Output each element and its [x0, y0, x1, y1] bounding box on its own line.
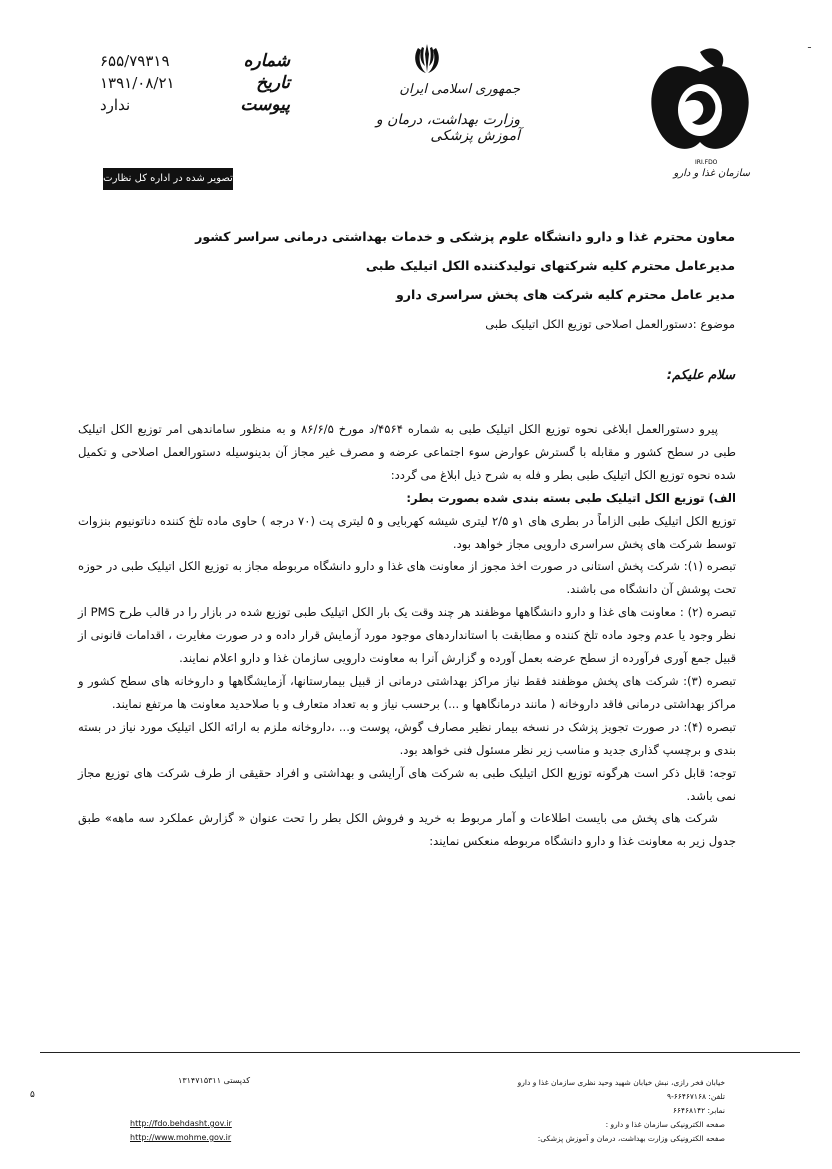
body-paragraph: شرکت های پخش می بایست اطلاعات و آمار مربوط به خرید و فروش الکل بطر را تحت عنوان « گزارش عملکرد سه ماهه» طبق جدول زیر به معاونت غذا و دارو دانشگاه مربوطه منعکس نمایند:	[78, 811, 736, 849]
footer-contact	[455, 1076, 725, 1146]
footer-links	[130, 1117, 260, 1145]
note-paragraph: تبصره (۴): در صورت تجویز پزشک در نسخه بیمار نظیر مصارف گوش، پوست و... ،داروخانه ملزم به ارائه الکل اتیلیک مورد نیاز در بسته بندی و برچسپ گذاری جدید و مناسب زیر نظر مسئول فنی خواهد بود.	[78, 719, 736, 757]
body-paragraph: پیرو دستورالعمل ابلاغی نحوه توزیع الکل اتیلیک طبی به شماره ۴۵۶۴/د مورخ ۸۶/۶/۵ و به منظور ساماندهی امر توزیع الکل اتیلیک طبی در سطح کشور و مقابله با گسترش عوارض سوء اجتماعی عرضه و مصرف غیر مجاز آن بدینوسیله دستورالعمل اصلاحی و تکمیل شده نحوه توزیع الکل اتیلیک طبی بطر و فله به شرح ذیل ابلاغ می گردد:	[78, 422, 736, 482]
note-paragraph: تبصره (۱): شرکت پخش استانی در صورت اخذ مجوز از معاونت های غذا و دارو دانشگاه مربوطه مجاز به توزیع الکل اتیلیک طبی در حوزه تحت پوشش آن دانشگاه می باشند.	[78, 559, 736, 597]
footer-site-fdo: صفحه الکترونیکی سازمان غذا و دارو :	[605, 1120, 725, 1129]
scan-stamp: تصویر شده در اداره کل نظارت	[103, 168, 233, 190]
note-paragraph: تبصره (۳): شرکت های پخش موظفند فقط نیاز مراکز بهداشتی درمانی از قبیل بیمارستانها، آزمایشگاهها و داروخانه های سطح کشور و مراکز بهداشتی درمانی فاقد داروخانه ( مانند درمانگاهها و ...) برحسب نیاز و به تعداد متعارف و با صلاحدید معاونت ها مرتفع نمایند.	[78, 673, 736, 711]
edge-mark: ـ	[808, 40, 811, 51]
letter-number-label: شماره	[243, 51, 290, 71]
mohme-link[interactable]: http://www.mohme.gov.ir	[130, 1133, 232, 1142]
footer-fax: نمابر: ۶۶۴۶۸۱۴۲	[672, 1106, 725, 1115]
fdo-logo	[640, 42, 760, 192]
recipient-line: مدیرعامل محترم کلیه شرکتهای تولیدکننده الکل اتیلیک طبی	[365, 258, 735, 273]
emblem-line-1: جمهوری اسلامی ایران	[399, 82, 520, 97]
ministry-emblem	[330, 42, 520, 152]
attention-paragraph: توجه: قابل ذکر است هرگونه توزیع الکل اتیلیک طبی به شرکت های آرایشی و بهداشتی و افراد حقیقی از طرف شرکت های توزیع مجاز نمی باشد.	[78, 765, 736, 803]
letter-meta	[100, 50, 290, 116]
letter-attachment: ندارد	[100, 96, 131, 114]
recipient-line: معاون محترم غذا و دارو دانشگاه علوم پزشکی و خدمات بهداشتی درمانی سراسر کشور	[195, 229, 735, 244]
body-paragraph: توزیع الکل اتیلیک طبی الزاماً در بطری های ۱و ۲/۵ لیتری شیشه کهربایی و ۵ لیتری پت (۷۰ درجه ) حاوی ماده تلخ کننده دناتونیوم بنزوات توسط شرکت های پخش سراسری دارویی مجاز خواهد بود.	[78, 513, 736, 551]
letter-number: ۶۵۵/۷۹۳۱۹	[100, 52, 170, 70]
logo-caption: سازمان غذا و دارو	[673, 168, 750, 179]
footer-address: خیابان فخر رازی، نبش خیابان شهید وحید نظری سازمان غذا و دارو	[517, 1078, 725, 1087]
letter-date: ۱۳۹۱/۰۸/۲۱	[100, 74, 175, 92]
note-paragraph: تبصره (۲) : معاونت های غذا و دارو دانشگاهها موظفند هر چند وقت یک بار الکل اتیلیک طبی توزیع شده در بازار را در قالب طرح PMS از نظر وجود یا عدم وجود ماده تلخ کننده و مطابقت با استانداردهای موجود مورد آزمایش قرار داده و در صورت مغایرت ، اقدامات قانونی از قبیل جمع آوری فرآورده از سطح عرضه بعمل آورده و گزارش آنرا به معاونت دارویی سازمان غذا و دارو اعلام نمایند.	[78, 605, 736, 666]
letter-subject: موضوع :دستورالعمل اصلاحی توزیع الکل اتیلیک طبی	[485, 317, 735, 331]
salutation: سلام علیکم:	[666, 368, 735, 383]
letter-body	[78, 418, 736, 853]
fdo-link[interactable]: http://fdo.behdasht.gov.ir	[130, 1119, 232, 1128]
iran-emblem-icon	[412, 42, 442, 76]
footer-site-ministry: صفحه الکترونیکی وزارت بهداشت، درمان و آموزش پزشکی:	[537, 1134, 725, 1143]
emblem-line-2: وزارت بهداشت، درمان و آموزش پزشکی	[375, 112, 520, 144]
page-number: ۵	[30, 1090, 35, 1100]
section-heading: الف) توزیع الکل اتیلیک طبی بسته بندی شده بصورت بطر:	[406, 490, 736, 505]
footer-phone: تلفن: ۶۶۴۶۷۱۶۸-۹	[667, 1092, 725, 1101]
recipient-line: مدیر عامل محترم کلیه شرکت های پخش سراسری دارو	[395, 287, 735, 302]
letter-date-label: تاریخ	[256, 73, 290, 93]
footer-divider	[40, 1052, 800, 1053]
svg-text:IRI.FDO: IRI.FDO	[695, 159, 718, 166]
footer-postal-code: کدپستی ۱۳۱۴۷۱۵۳۱۱	[178, 1076, 250, 1085]
recipients-block	[80, 222, 735, 309]
letter-attachment-label: پیوست	[240, 95, 290, 115]
